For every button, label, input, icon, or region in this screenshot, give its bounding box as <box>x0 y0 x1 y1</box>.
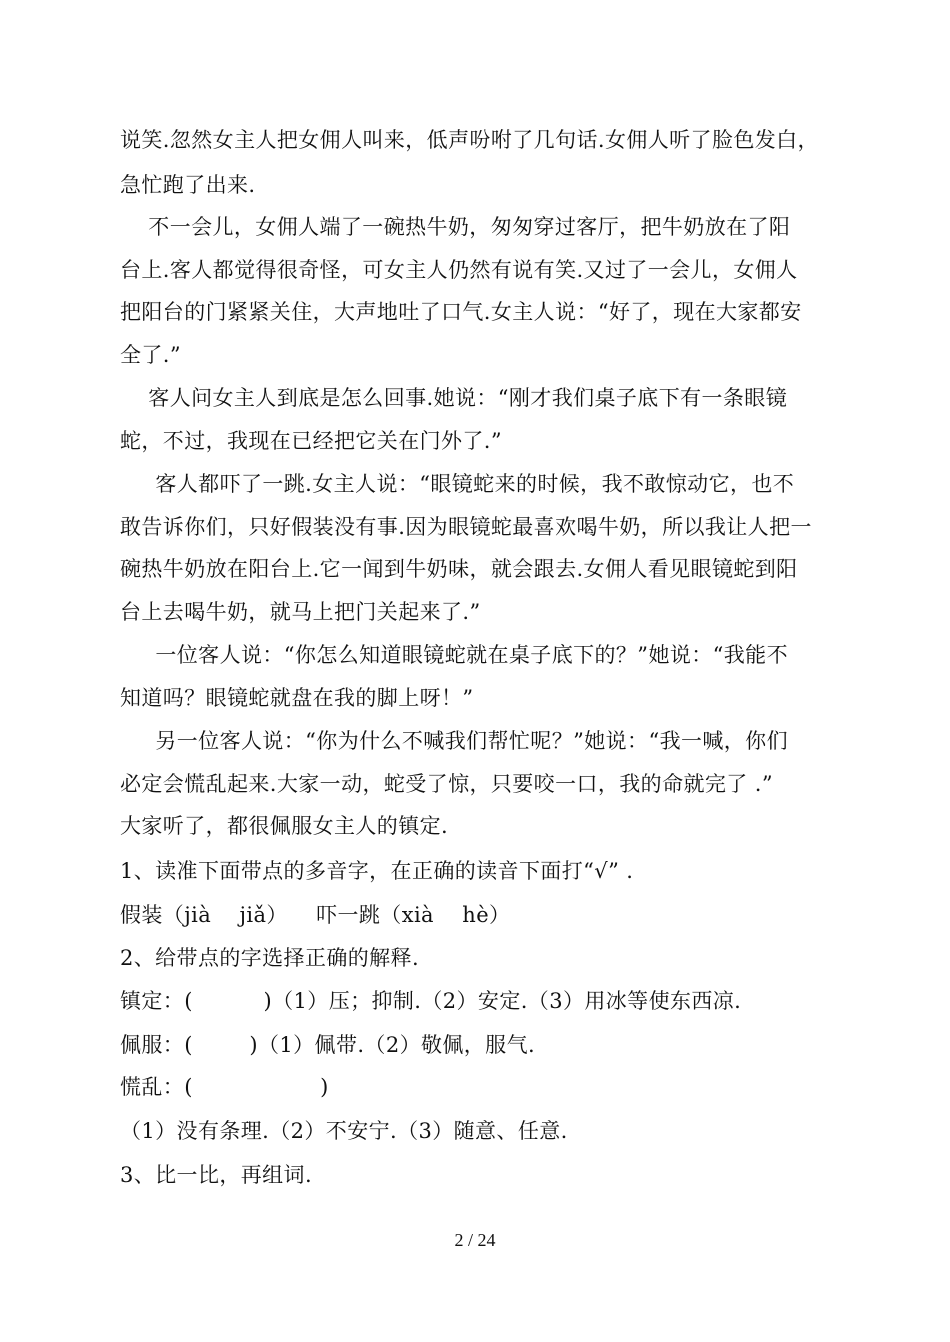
text-line: 大家听了，都很佩服女主人的镇定. <box>120 814 449 838</box>
text-line: 把阳台的门紧紧关住，大声地吐了口气.女主人说：“好了，现在大家都安 <box>120 300 802 324</box>
text-line: 急忙跑了出来. <box>120 173 256 197</box>
question-1: 1、读准下面带点的多音字，在正确的读音下面打“√” . <box>120 859 634 883</box>
question-2-item: 镇定：( )（1）压；抑制.（2）安定.（3）用冰等使东西凉. <box>120 989 742 1013</box>
text-line: 知道吗？眼镜蛇就盘在我的脚上呀！” <box>120 686 474 710</box>
text-line: 一位客人说：“你怎么知道眼镜蛇就在桌子底下的？”她说：“我能不 <box>120 643 788 667</box>
text-line: 全了.” <box>120 343 182 367</box>
question-2-options: （1）没有条理.（2）不安宁.（3）随意、任意. <box>120 1119 568 1143</box>
text-line: 不一会儿，女佣人端了一碗热牛奶，匆匆穿过客厅，把牛奶放在了阳 <box>120 215 791 239</box>
text-line: 台上去喝牛奶，就马上把门关起来了.” <box>120 600 481 624</box>
text-line: 另一位客人说：“你为什么不喊我们帮忙呢？”她说：“我一喊，你们 <box>120 729 788 753</box>
text-line: 碗热牛奶放在阳台上.它一闻到牛奶味，就会跟去.女佣人看见眼镜蛇到阳 <box>120 557 798 581</box>
question-3: 3、比一比，再组词. <box>120 1163 313 1187</box>
text-line: 必定会慌乱起来.大家一动，蛇受了惊，只要咬一口，我的命就完了 .” <box>120 772 773 796</box>
text-line: 客人都吓了一跳.女主人说：“眼镜蛇来的时候，我不敢惊动它，也不 <box>120 472 795 496</box>
question-2: 2、给带点的字选择正确的解释. <box>120 946 420 970</box>
question-1-options: 假装（jià jiǎ） 吓一跳（xià hè） <box>120 903 511 927</box>
text-line: 客人问女主人到底是怎么回事.她说：“刚才我们桌子底下有一条眼镜 <box>120 386 788 410</box>
text-line: 敢告诉你们，只好假装没有事.因为眼镜蛇最喜欢喝牛奶，所以我让人把一 <box>120 515 812 539</box>
page-number: 2 / 24 <box>454 1230 496 1250</box>
question-2-item: 佩服：( )（1）佩带.（2）敬佩，服气. <box>120 1033 536 1057</box>
text-line: 台上.客人都觉得很奇怪，可女主人仍然有说有笑.又过了一会儿，女佣人 <box>120 258 798 282</box>
text-line: 蛇，不过，我现在已经把它关在门外了.” <box>120 429 503 453</box>
question-2-item: 慌乱：( ) <box>120 1075 329 1099</box>
text-line: 说笑.忽然女主人把女佣人叫来，低声吩咐了几句话.女佣人听了脸色发白， <box>120 128 819 152</box>
